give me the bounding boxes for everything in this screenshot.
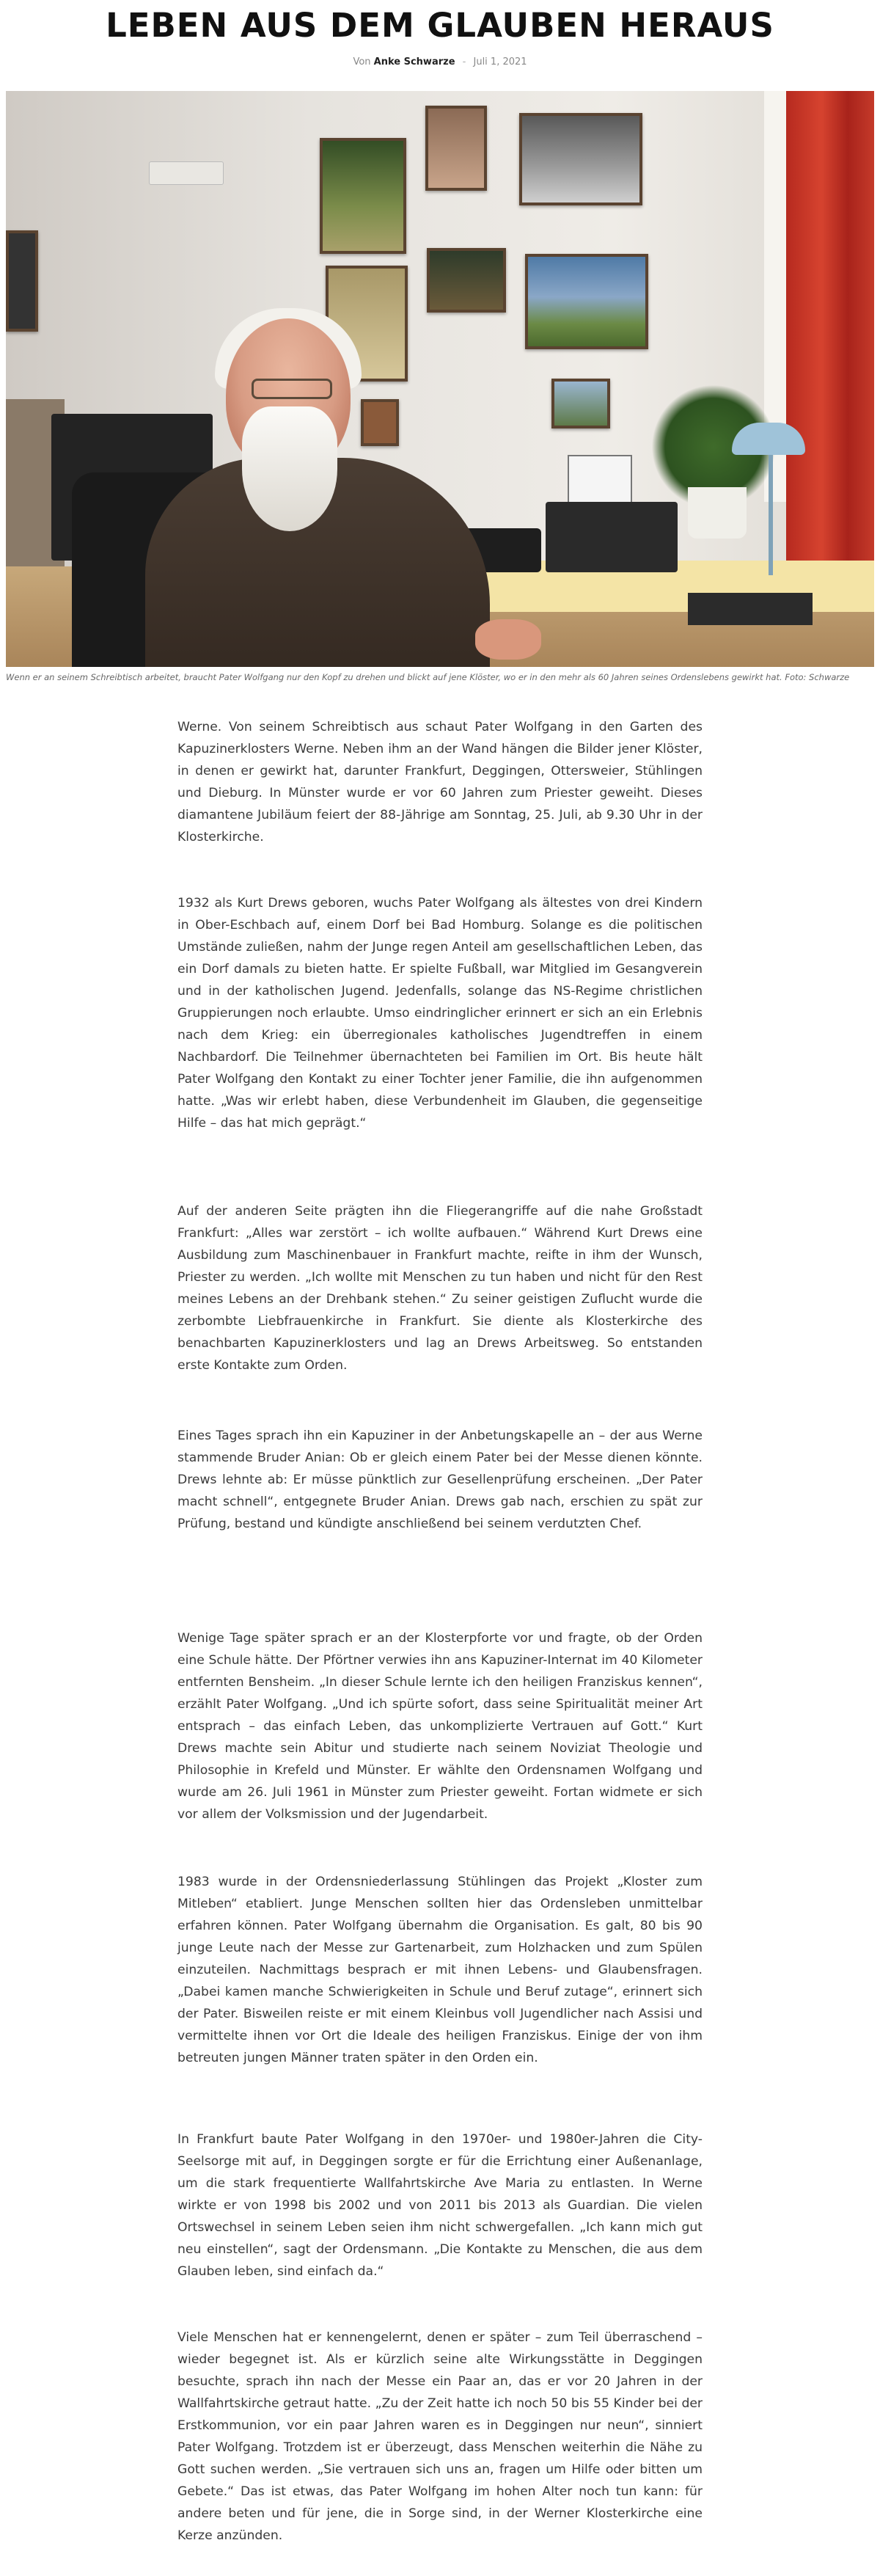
picture-frame: [6, 230, 38, 332]
article-paragraph: Wenige Tage später sprach er an der Klosterpforte vor und fragte, ob der Orden eine Schule hätte. Der Pförtner verwies ihn ans Kapuziner-Internat im 40 Kilometer entfernten Bensheim. „In dieser Schule lernte ich den heiligen Franziskus kennen“, erzählt Pater Wolfgang. „Und ich spürte sofort, dass seine Spiritualität meiner Art entsprach – das einfach Leben, das unkomplizierte Vertrauen auf Gott.“ Kurt Drews machte sein Abitur und studierte nach seinem Noviziat Theologie und Philosophie in Krefeld und Münster. Er wählte den Ordensnamen Wolfgang und wurde am 26. Juli 1961 in Münster zum Priester geweiht. Fortan widmete er sich vor allem der Volksmission und der Jugendarbeit.: [177, 1631, 703, 1822]
photo-person-beard: [242, 406, 337, 531]
article-paragraph: Werne. Von seinem Schreibtisch aus schaut Pater Wolfgang in den Garten des Kapuzinerklosters Werne. Neben ihm an der Wand hängen die Bilder jener Klöster, in denen er gewirkt hat, darunter Frankfurt, Deggingen, Ottersweier, Stühlingen und Dieburg. In Münster wurde er vor 60 Jahren zum Priester geweiht. Dieses diamantene Jubiläum feiert der 88-Jährige am Sonntag, 25. Juli, ab 9.30 Uhr in der Klosterkirche.: [177, 720, 703, 844]
picture-frame: [519, 113, 642, 205]
picture-frame: [361, 399, 399, 446]
publish-date: Juli 1, 2021: [473, 56, 527, 67]
article-photo: [6, 91, 874, 667]
article-paragraph: 1983 wurde in der Ordensniederlassung Stühlingen das Projekt „Kloster zum Mitleben“ etabliert. Junge Menschen sollten hier das Ordensleben unmittelbar erfahren können. Pater Wolfgang übernahm die Organisation. Es galt, 80 bis 90 junge Leute nach der Messe zur Gartenarbeit, zum Holzhacken und zum Spülen einzuteilen. Nachmittags besprach er mit ihnen Lebens- und Glaubensfragen. „Dabei kamen manche Schwierigkeiten in Schule und Beruf zutage“, erinnert sich der Pater. Bisweilen reiste er mit einem Kleinbus voll Jugendlicher nach Assisi und vermittelte ihnen vor Ort die Ideale des heiligen Franziskus. Einige der von ihm betreuten jungen Männer traten später in den Orden ein.: [177, 1875, 703, 2065]
picture-frame: [551, 379, 610, 428]
picture-frame: [425, 106, 487, 191]
picture-frame: [427, 248, 506, 313]
photo-person-glasses: [252, 379, 332, 399]
photo-wall-lamp: [149, 161, 224, 185]
byline-separator: -: [462, 56, 466, 67]
picture-frame: [320, 138, 406, 254]
byline-prefix: Von: [353, 56, 371, 67]
article-paragraph: Auf der anderen Seite prägten ihn die Fliegerangriffe auf die nahe Großstadt Frankfurt: „Alles war zerstört – ich wollte aufbauen.“ Während Kurt Drews eine Ausbildung zum Maschinenbauer in Frankfurt machte, reifte in ihm der Wunsch, Priester zu werden. „Ich wollte mit Menschen zu tun haben und nicht für den Rest meines Lebens an der Drehbank stehen.“ Zu seiner geistigen Zuflucht wurde die zerbombte Liebfrauenkirche in Frankfurt. Sie diente als Klosterkirche des benachbarten Kapuzinerklosters und lag an Drews Arbeitsweg. So entstanden erste Kontakte zum Orden.: [177, 1204, 703, 1373]
article-title: LEBEN AUS DEM GLAUBEN HERAUS: [106, 6, 774, 45]
photo-desk-lamp-arm: [769, 450, 773, 575]
photo-person-hand: [475, 619, 541, 660]
picture-frame: [525, 254, 648, 349]
photo-calendar: [568, 455, 632, 509]
article-paragraph: 1932 als Kurt Drews geboren, wuchs Pater Wolfgang als ältestes von drei Kindern in Ober-Eschbach auf, einem Dorf bei Bad Homburg. Solange es die politischen Umstände zuließen, nahm der Junge regen Anteil am gesellschaftlichen Leben, das ein Dorf damals zu bieten hatte. Er spielte Fußball, war Mitglied im Gesangverein und in der katholischen Jugend. Jedenfalls, solange das NS-Regime christlichen Gruppierungen noch erlaubte. Umso eindringlicher erinnert er sich an ein Erlebnis nach dem Krieg: ein überregionales katholisches Jugendtreffen in einem Nachbardorf. Die Teilnehmer übernachteten bei Familien im Ort. Bis heute hält Pater Wolfgang den Kontakt zu einer Tochter jener Familie, die ihn aufgenommen hatte. „Was wir erlebt haben, diese Verbundenheit im Glauben, die gegenseitige Hilfe – das hat mich geprägt.“: [177, 896, 703, 1131]
author-link[interactable]: Anke Schwarze: [373, 56, 455, 67]
photo-printer: [546, 502, 678, 572]
photo-book: [688, 593, 813, 625]
article-paragraph: Eines Tages sprach ihn ein Kapuziner in der Anbetungskapelle an – der aus Werne stammende Bruder Anian: Ob er gleich einem Pater bei der Messe dienen könnte. Drews lehnte ab: Er müsse pünktlich zur Gesellenprüfung erscheinen. „Der Pater macht schnell“, entgegnete Bruder Anian. Drews gab nach, erschien zu spät zur Prüfung, bestand und kündigte anschließend bei seinem verdutzten Chef.: [177, 1429, 703, 1531]
photo-caption: Wenn er an seinem Schreibtisch arbeitet, braucht Pater Wolfgang nur den Kopf zu drehen und blickt auf jene Klöster, wo er in den mehr als 60 Jahren seines Ordenslebens gewirkt hat. Foto: Schwarze: [6, 672, 850, 682]
article-paragraph: In Frankfurt baute Pater Wolfgang in den 1970er- und 1980er-Jahren die City-Seelsorge mit auf, in Deggingen sorgte er für die Errichtung einer Außenanlage, um die stark frequentierte Wallfahrtskirche Ave Maria zu entlasten. In Werne wirkte er von 1998 bis 2002 und von 2011 bis 2013 als Guardian. Die vielen Ortswechsel in seinem Leben seien ihm nicht schwergefallen. „Ich kann mich gut neu einstellen“, sagt der Ordensmann. „Die Kontakte zu Menschen, die aus dem Glauben leben, sind einfach da.“: [177, 2132, 703, 2279]
article-paragraph: Viele Menschen hat er kennengelernt, denen er später – zum Teil überraschend – wieder begegnet ist. Als er kürzlich seine alte Wirkungsstätte in Deggingen besuchte, sprach ihn nach der Messe ein Paar an, das er vor 20 Jahren in der Wallfahrtskirche getraut hatte. „Zu der Zeit hatte ich noch 50 bis 55 Kinder bei der Erstkommunion, vor ein paar Jahren waren es in Deggingen nur neun“, sinniert Pater Wolfgang. Trotzdem ist er überzeugt, dass Menschen weiterhin die Nähe zu Gott suchen werden. „Sie vertrauen sich uns an, fragen um Hilfe oder bitten um Gebete.“ Das ist etwas, das Pater Wolfgang im hohen Alter noch tun kann: für andere beten und für jene, die in Sorge sind, in der Werner Klosterkirche eine Kerze anzünden.: [177, 2330, 703, 2543]
byline: [0, 56, 880, 67]
photo-plant-pot: [688, 487, 747, 539]
